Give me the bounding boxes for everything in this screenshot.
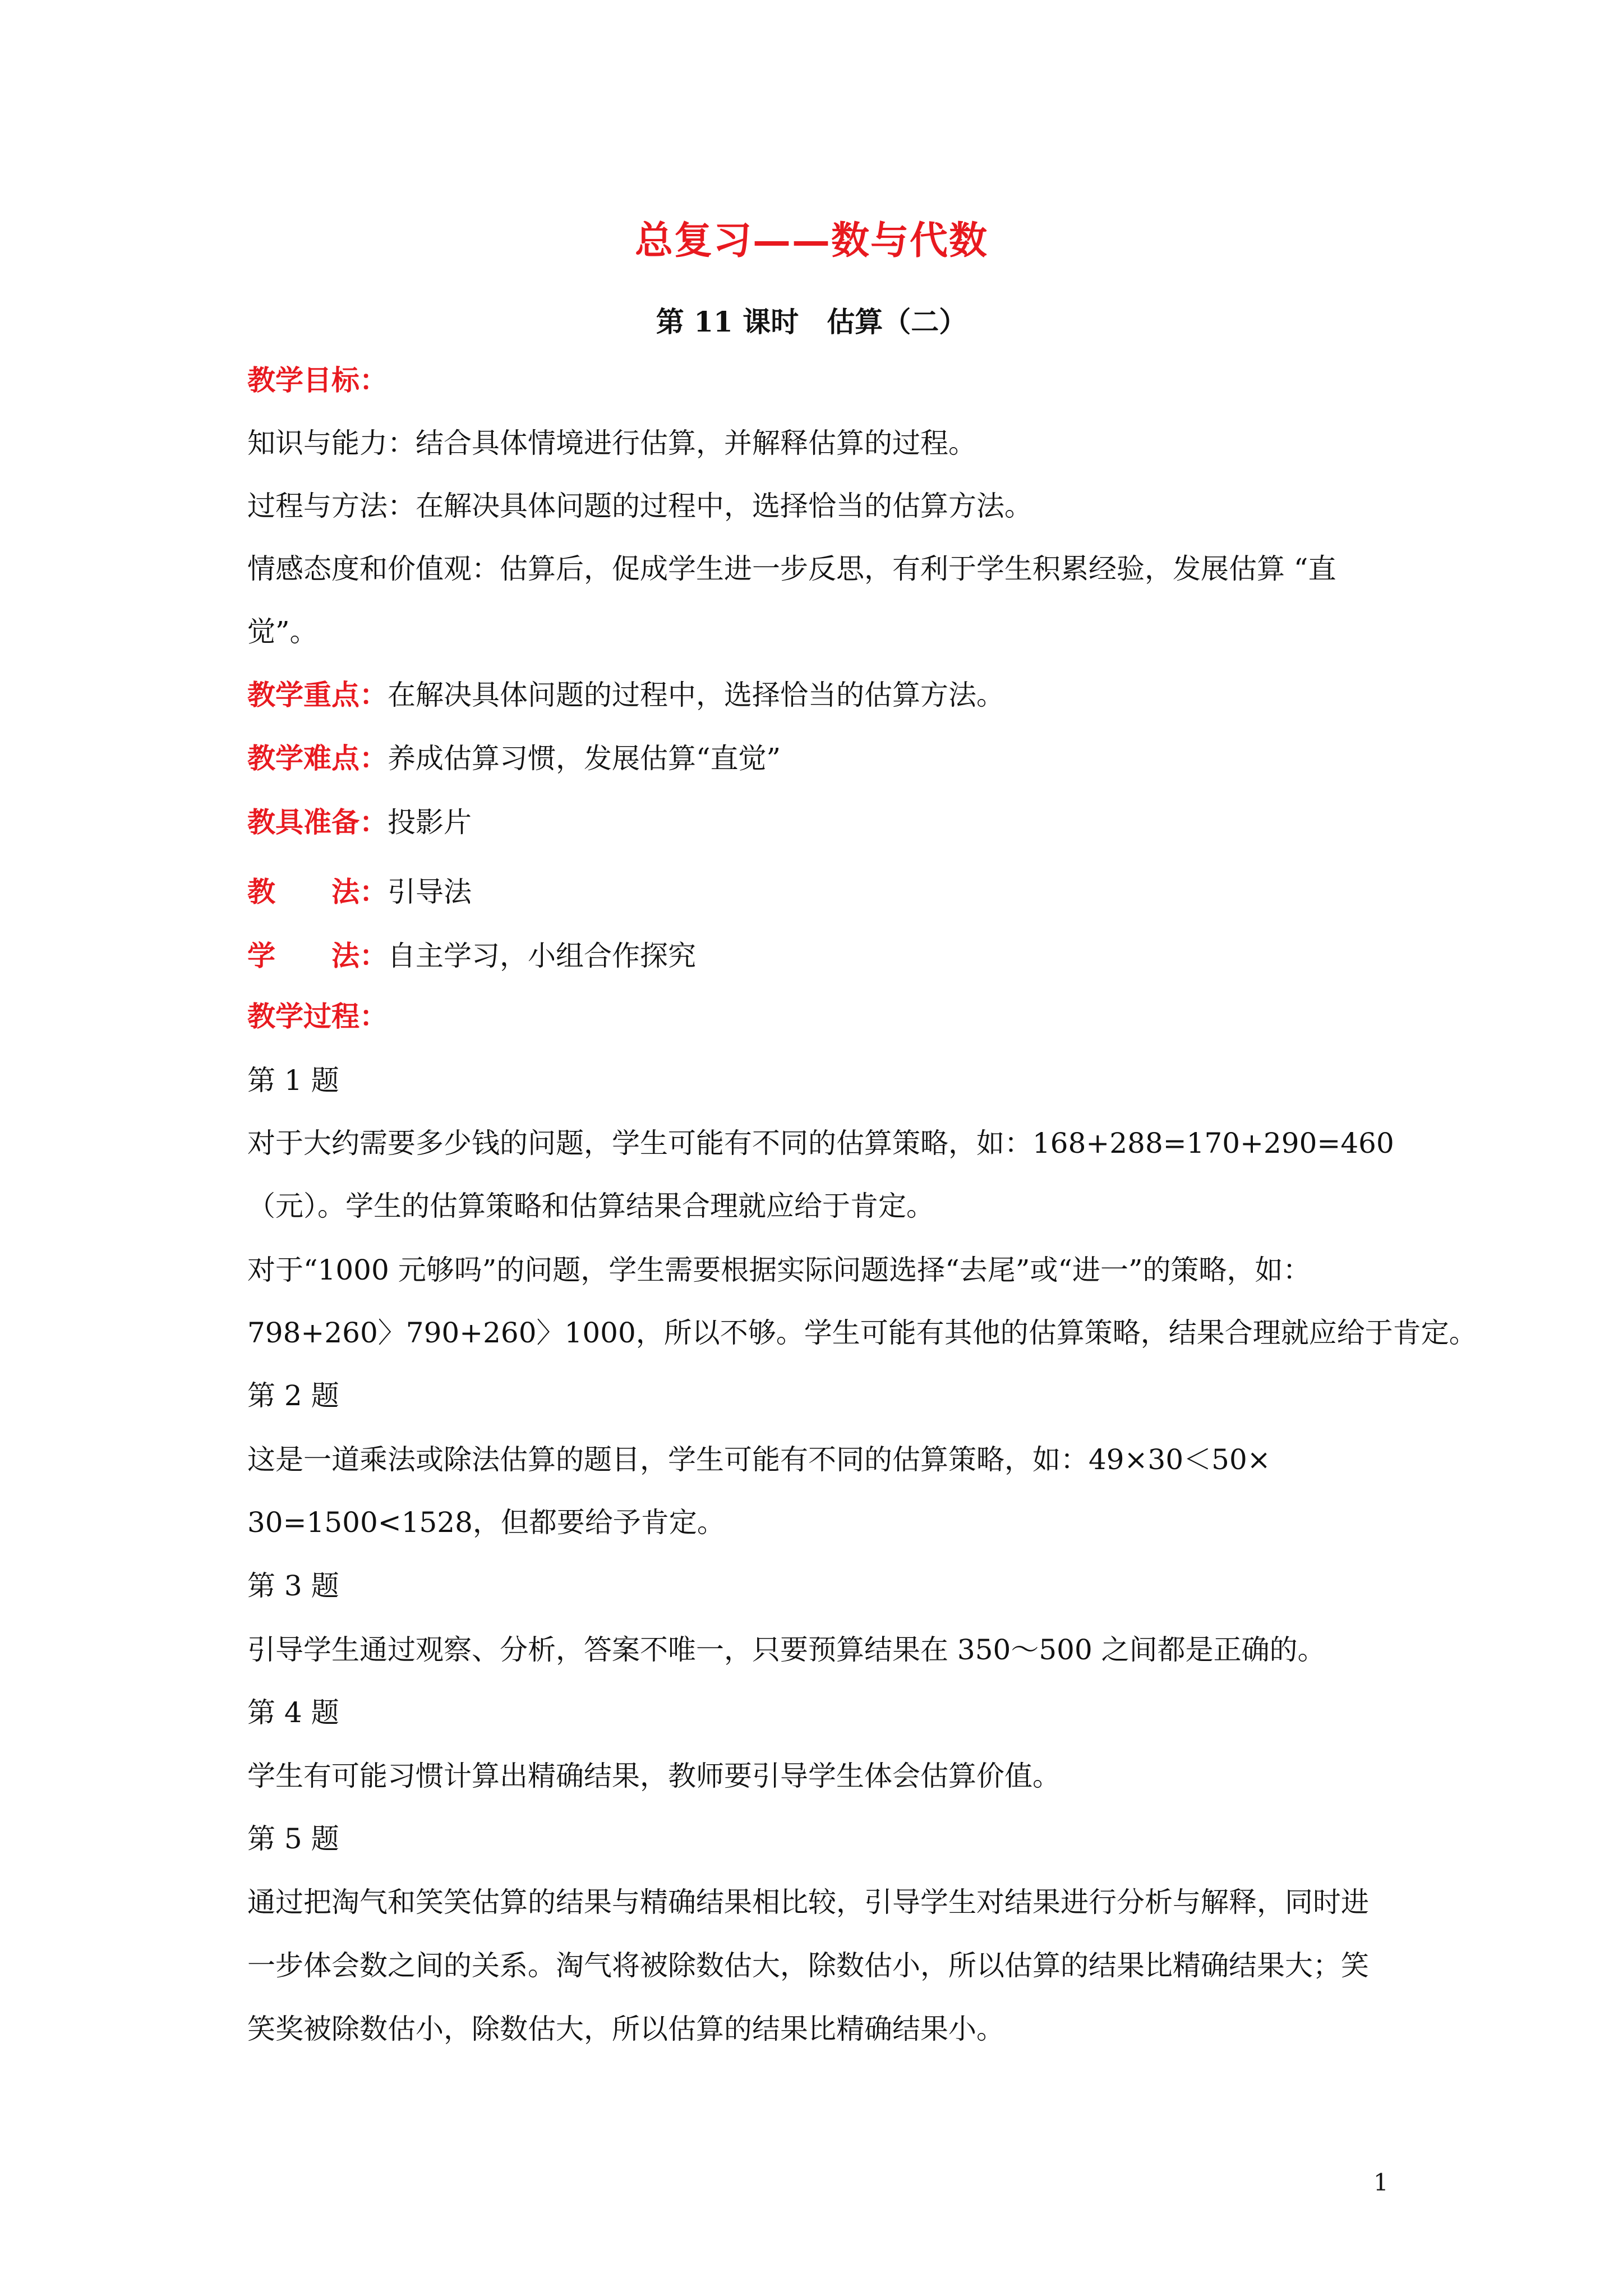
question-heading-1: 第 1 题: [247, 1064, 339, 1097]
question-1-line: 对于大约需要多少钱的问题，学生可能有不同的估算策略，如：168+288=170+290=460: [247, 1127, 1394, 1159]
teaching-method-text: 引导法: [388, 876, 472, 908]
key-point-row: [247, 664, 1391, 726]
question-1-line: 对于“1000 元够吗”的问题，学生需要根据实际问题选择“去尾”或“进一”的策略，如：: [247, 1254, 1311, 1286]
question-heading-2: 第 2 题: [247, 1379, 339, 1412]
objective-line: 觉”。: [247, 615, 318, 648]
process-heading: 教学过程：: [247, 1000, 388, 1033]
objectives-heading: 教学目标：: [247, 364, 388, 397]
question-heading-5: 第 5 题: [247, 1823, 339, 1855]
tools-row: [247, 791, 1391, 854]
objective-line: 过程与方法：在解决具体问题的过程中，选择恰当的估算方法。: [247, 490, 1032, 522]
lesson-subtitle: 第 11 课时 估算（二）: [656, 305, 967, 338]
question-2-line: 这是一道乘法或除法估算的题目，学生可能有不同的估算策略，如：49×30＜50×: [247, 1443, 1271, 1476]
learning-method-text: 自主学习，小组合作探究: [388, 940, 696, 972]
difficulty-row: [247, 727, 1391, 790]
learning-method-label: 学 法：: [247, 939, 388, 972]
teaching-method-label: 教 法：: [247, 875, 388, 908]
objective-line: 情感态度和价值观：估算后，促成学生进一步反思，有利于学生积累经验，发展估算 “直: [247, 553, 1336, 585]
question-4-line: 学生有可能习惯计算出精确结果，教师要引导学生体会估算价值。: [247, 1760, 1061, 1792]
key-point-text: 在解决具体问题的过程中，选择恰当的估算方法。: [388, 679, 1004, 711]
tools-text: 投影片: [388, 806, 472, 839]
learning-method-row: [247, 924, 1391, 987]
question-heading-4: 第 4 题: [247, 1696, 339, 1729]
question-3-line: 引导学生通过观察、分析，答案不唯一，只要预算结果在 350～500 之间都是正确的。: [247, 1634, 1326, 1666]
question-5-line: 通过把淘气和笑笑估算的结果与精确结果相比较，引导学生对结果进行分析与解释，同时进: [247, 1886, 1369, 1918]
question-5-line: 一步体会数之间的关系。淘气将被除数估大，除数估小，所以估算的结果比精确结果大；笑: [247, 1949, 1369, 1982]
question-2-line: 30=1500<1528，但都要给予肯定。: [247, 1506, 725, 1539]
teaching-method-row: [247, 861, 1391, 923]
page-title: 总复习——数与代数: [634, 218, 988, 263]
tools-label: 教具准备：: [247, 806, 388, 839]
difficulty-label: 教学难点：: [247, 742, 388, 775]
difficulty-text: 养成估算习惯，发展估算“直觉”: [388, 742, 781, 775]
key-point-label: 教学重点：: [247, 678, 388, 711]
question-heading-3: 第 3 题: [247, 1570, 339, 1602]
page-number: 1: [1373, 2169, 1389, 2196]
question-1-line: 798+260〉790+260〉1000，所以不够。学生可能有其他的估算策略，结果合理就应给于肯定。: [247, 1317, 1477, 1349]
question-5-line: 笑奖被除数估小，除数估大，所以估算的结果比精确结果小。: [247, 2013, 1004, 2045]
question-1-line: （元）。学生的估算策略和估算结果合理就应给于肯定。: [247, 1190, 934, 1222]
objective-line: 知识与能力：结合具体情境进行估算，并解释估算的过程。: [247, 427, 976, 459]
